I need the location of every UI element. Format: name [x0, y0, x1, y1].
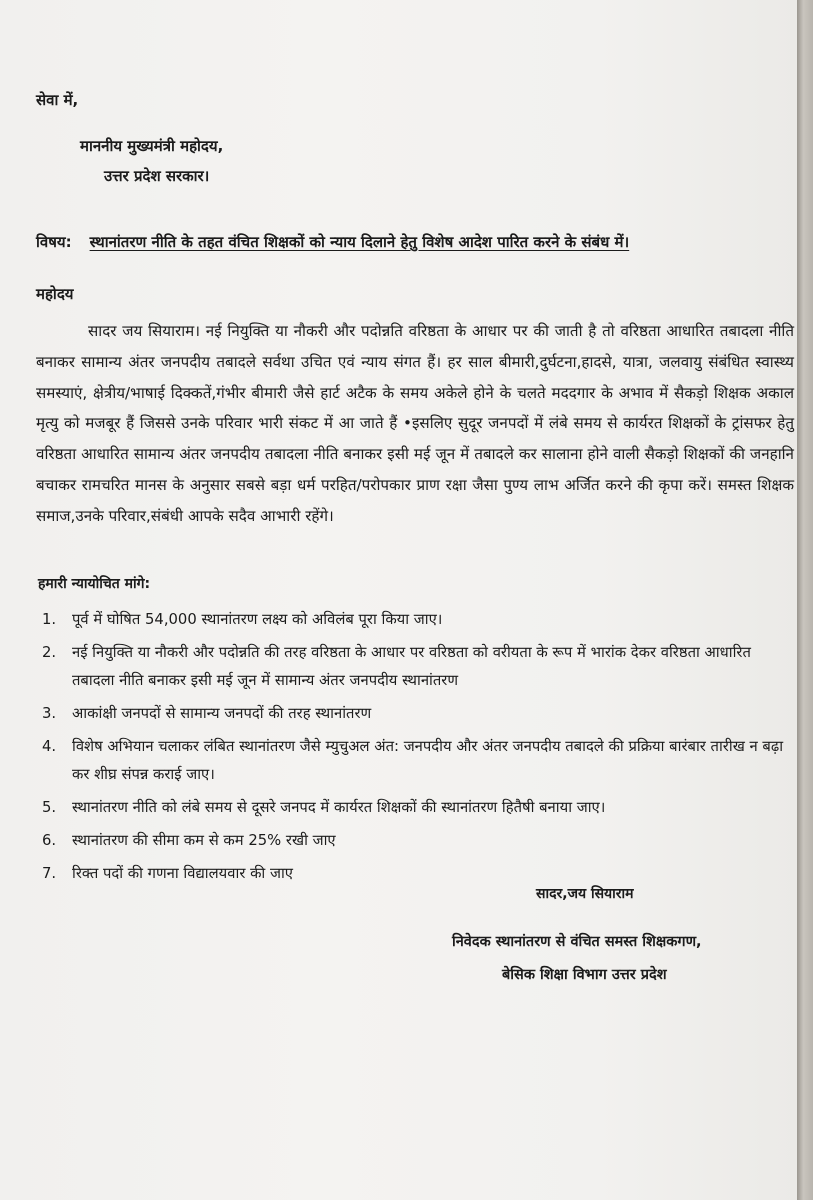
- demand-number: 7.: [42, 865, 57, 882]
- demands-title: हमारी न्यायोचित मांगे:: [38, 576, 151, 592]
- salutation: सेवा में,: [36, 91, 79, 109]
- body-paragraph: सादर जय सियाराम। नई नियुक्ति या नौकरी और पदोन्नति वरिष्ठता के आधार पर की जाती है तो वरिष्ठता आधारित तबादला नीति बनाकर सामान्य अंतर जनपदीय तबादले सर्वथा उचित एवं न्याय संगत हैं। हर साल बीमारी,दुर्घटना,हादसे, यात्रा, जलवायु संबंधित स्वास्थ्य समस्याएं, क्षेत्रीय/भाषाई दिक्कतें,गंभीर बीमारी जैसे हार्ट अटैक के समय अकेले होने के चलते मददगार के अभाव में सैकड़ो शिक्षक अकाल मृत्यु को मजबूर हैं जिससे उनके परिवार भारी संकट में आ जाते हैं •इसलिए सुदूर जनपदों में लंबे समय से कार्यरत शिक्षकों के ट्रांसफर हेतु वरिष्ठता आधारित सामान्य अंतर जनपदीय तबादला नीति बनाकर इसी मई जून में तबादले कर सालाना होने वाली सैकड़ो शिक्षकों की जनहानि बचाकर रामचरित मानस के अनुसार सबसे बड़ा धर्म परहित/परोपकार प्राण रक्षा जैसा पुण्य लाभ अर्जित करने की कृपा करें। समस्त शिक्षक समाज,उनके परिवार,संबंधी आपके सदैव आभारी रहेंगे।: [36, 322, 794, 525]
- subject-label: विषय:: [36, 233, 72, 251]
- greeting: महोदय: [36, 285, 74, 303]
- demand-number: 5.: [42, 799, 57, 816]
- demand-item: [42, 794, 792, 822]
- recipient-line-1: माननीय मुख्यमंत्री महोदय,: [80, 137, 224, 155]
- demand-number: 2.: [42, 644, 57, 661]
- recipient-line-2: उत्तर प्रदेश सरकार।: [104, 167, 210, 185]
- demand-number: 1.: [42, 611, 57, 628]
- signature-line-2: बेसिक शिक्षा विभाग उत्तर प्रदेश: [502, 967, 667, 983]
- demand-text: आकांक्षी जनपदों से सामान्य जनपदों की तरह स्थानांतरण: [72, 705, 372, 722]
- demand-item: [42, 827, 792, 855]
- demand-text: स्थानांतरण की सीमा कम से कम 25% रखी जाए: [72, 832, 336, 849]
- demand-number: 4.: [42, 738, 57, 755]
- demand-item: [42, 700, 792, 728]
- closing: सादर,जय सियाराम: [536, 886, 634, 902]
- page-edge-shadow: [797, 0, 813, 1200]
- subject-text: स्थानांतरण नीति के तहत वंचित शिक्षकों को न्याय दिलाने हेतु विशेष आदेश पारित करने के संबंध में।: [89, 233, 630, 251]
- subject-line: [36, 232, 629, 252]
- demand-text: विशेष अभियान चलाकर लंबित स्थानांतरण जैसे म्युचुअल अंत: जनपदीय और अंतर जनपदीय तबादले की प्रक्रिया बारंबार तारीख न बढ़ा कर शीघ्र संपन्न कराई जाए।: [72, 738, 784, 783]
- demand-text: स्थानांतरण नीति को लंबे समय से दूसरे जनपद में कार्यरत शिक्षकों की स्थानांतरण हितैषी बनाया जाए।: [72, 799, 606, 816]
- demand-text: पूर्व में घोषित 54,000 स्थानांतरण लक्ष्य को अविलंब पूरा किया जाए।: [72, 611, 443, 628]
- demand-item: [42, 606, 792, 634]
- demand-number: 3.: [42, 705, 57, 722]
- demand-item: [42, 733, 792, 789]
- demand-text: नई नियुक्ति या नौकरी और पदोन्नति की तरह वरिष्ठता के आधार पर वरिष्ठता को वरीयता के रूप में भारांक देकर वरिष्ठता आधारित तबादला नीति बनाकर इसी मई जून में सामान्य अंतर जनपदीय स्थानांतरण: [72, 644, 751, 689]
- demands-list: [42, 606, 792, 893]
- demand-item: [42, 639, 792, 695]
- demand-text: रिक्त पदों की गणना विद्यालयवार की जाए: [72, 865, 293, 882]
- demand-number: 6.: [42, 832, 57, 849]
- demand-item: [42, 860, 792, 888]
- signature-line-1: निवेदक स्थानांतरण से वंचित समस्त शिक्षकगण,: [452, 934, 702, 950]
